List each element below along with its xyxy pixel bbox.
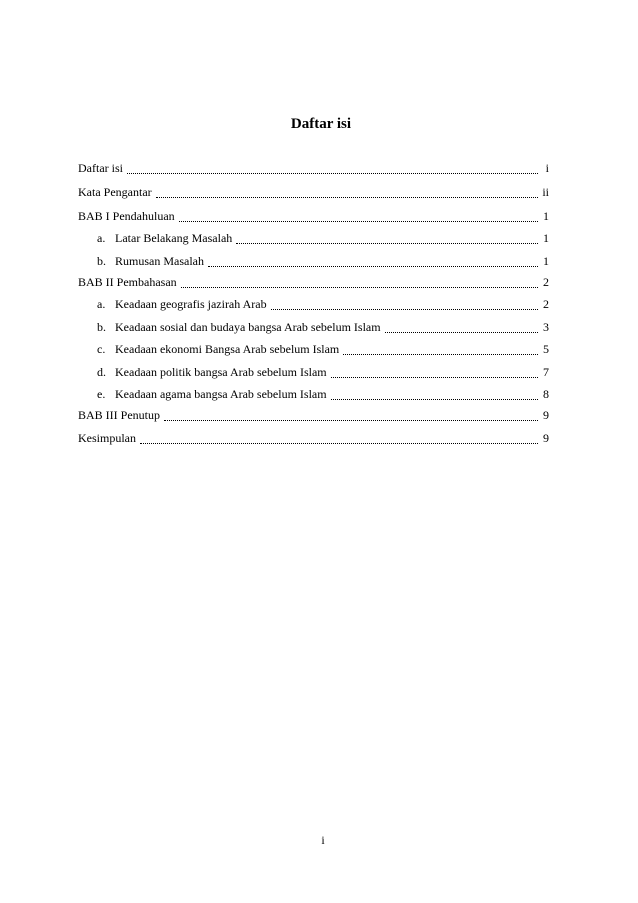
toc-leader-dots — [156, 197, 538, 198]
toc-entry — [78, 273, 549, 291]
toc-entry-page: 1 — [543, 254, 549, 268]
toc-leader-dots — [331, 377, 538, 378]
toc-entry-page: 5 — [543, 342, 549, 356]
toc-entry-page: 9 — [543, 408, 549, 422]
toc-entry-text: Latar Belakang Masalah — [115, 231, 233, 245]
toc-entry-text: Keadaan agama bangsa Arab sebelum Islam — [115, 387, 327, 401]
toc-subentry — [97, 295, 549, 313]
toc-entry-marker: a. — [97, 297, 106, 311]
toc-entry — [78, 183, 549, 201]
toc-entry-text: Keadaan ekonomi Bangsa Arab sebelum Islam — [115, 342, 340, 356]
toc-entry-text: Keadaan geografis jazirah Arab — [115, 297, 267, 311]
toc-subentry — [97, 229, 549, 247]
toc-entry-text: Keadaan sosial dan budaya bangsa Arab sebelum Islam — [115, 320, 381, 334]
toc-subentry — [97, 385, 549, 403]
toc-entry-text: Keadaan politik bangsa Arab sebelum Islam — [115, 365, 327, 379]
toc-leader-dots — [236, 243, 538, 244]
toc-entry — [78, 207, 549, 225]
toc-leader-dots — [343, 354, 538, 355]
toc-entry-marker: a. — [97, 231, 106, 245]
toc-entry-text: BAB III Penutup — [78, 408, 160, 422]
toc-leader-dots — [385, 332, 538, 333]
toc-leader-dots — [208, 266, 538, 267]
toc-entry-page: 2 — [543, 275, 549, 289]
toc-subentry — [97, 252, 549, 270]
toc-leader-dots — [179, 221, 538, 222]
toc-entry-page: 9 — [543, 431, 549, 445]
toc-entry-page: 1 — [543, 231, 549, 245]
toc-entry-marker: e. — [97, 387, 106, 401]
toc-entry-page: i — [545, 161, 549, 175]
toc-leader-dots — [127, 173, 538, 174]
toc-subentry — [97, 363, 549, 381]
page-number: i — [321, 833, 325, 847]
toc-subentry — [97, 340, 549, 358]
toc-entry — [78, 159, 549, 177]
toc-entry-page: 3 — [543, 320, 549, 334]
toc-entry-text: BAB II Pembahasan — [78, 275, 177, 289]
toc-entry-text: Kata Pengantar — [78, 185, 152, 199]
toc-entry-marker: b. — [97, 254, 106, 268]
toc-entry-page: 1 — [543, 209, 549, 223]
toc-entry-marker: b. — [97, 320, 106, 334]
toc-leader-dots — [140, 443, 538, 444]
toc-leader-dots — [271, 309, 538, 310]
toc-entry-page: ii — [542, 185, 549, 199]
toc-leader-dots — [181, 287, 538, 288]
toc-leader-dots — [164, 420, 538, 421]
toc-entry-text: BAB I Pendahuluan — [78, 209, 175, 223]
toc-subentry — [97, 318, 549, 336]
toc-entry-text: Daftar isi — [78, 161, 123, 175]
toc-entry-text: Rumusan Masalah — [115, 254, 204, 268]
toc-entry-marker: d. — [97, 365, 106, 379]
toc-entry-text: Kesimpulan — [78, 431, 136, 445]
toc-entry-page: 2 — [543, 297, 549, 311]
toc-entry — [78, 429, 549, 447]
page-title: Daftar isi — [290, 116, 352, 132]
toc-entry — [78, 406, 549, 424]
toc-entry-marker: c. — [97, 342, 106, 356]
toc-leader-dots — [331, 399, 538, 400]
toc-entry-page: 8 — [543, 387, 549, 401]
toc-entry-page: 7 — [543, 365, 549, 379]
